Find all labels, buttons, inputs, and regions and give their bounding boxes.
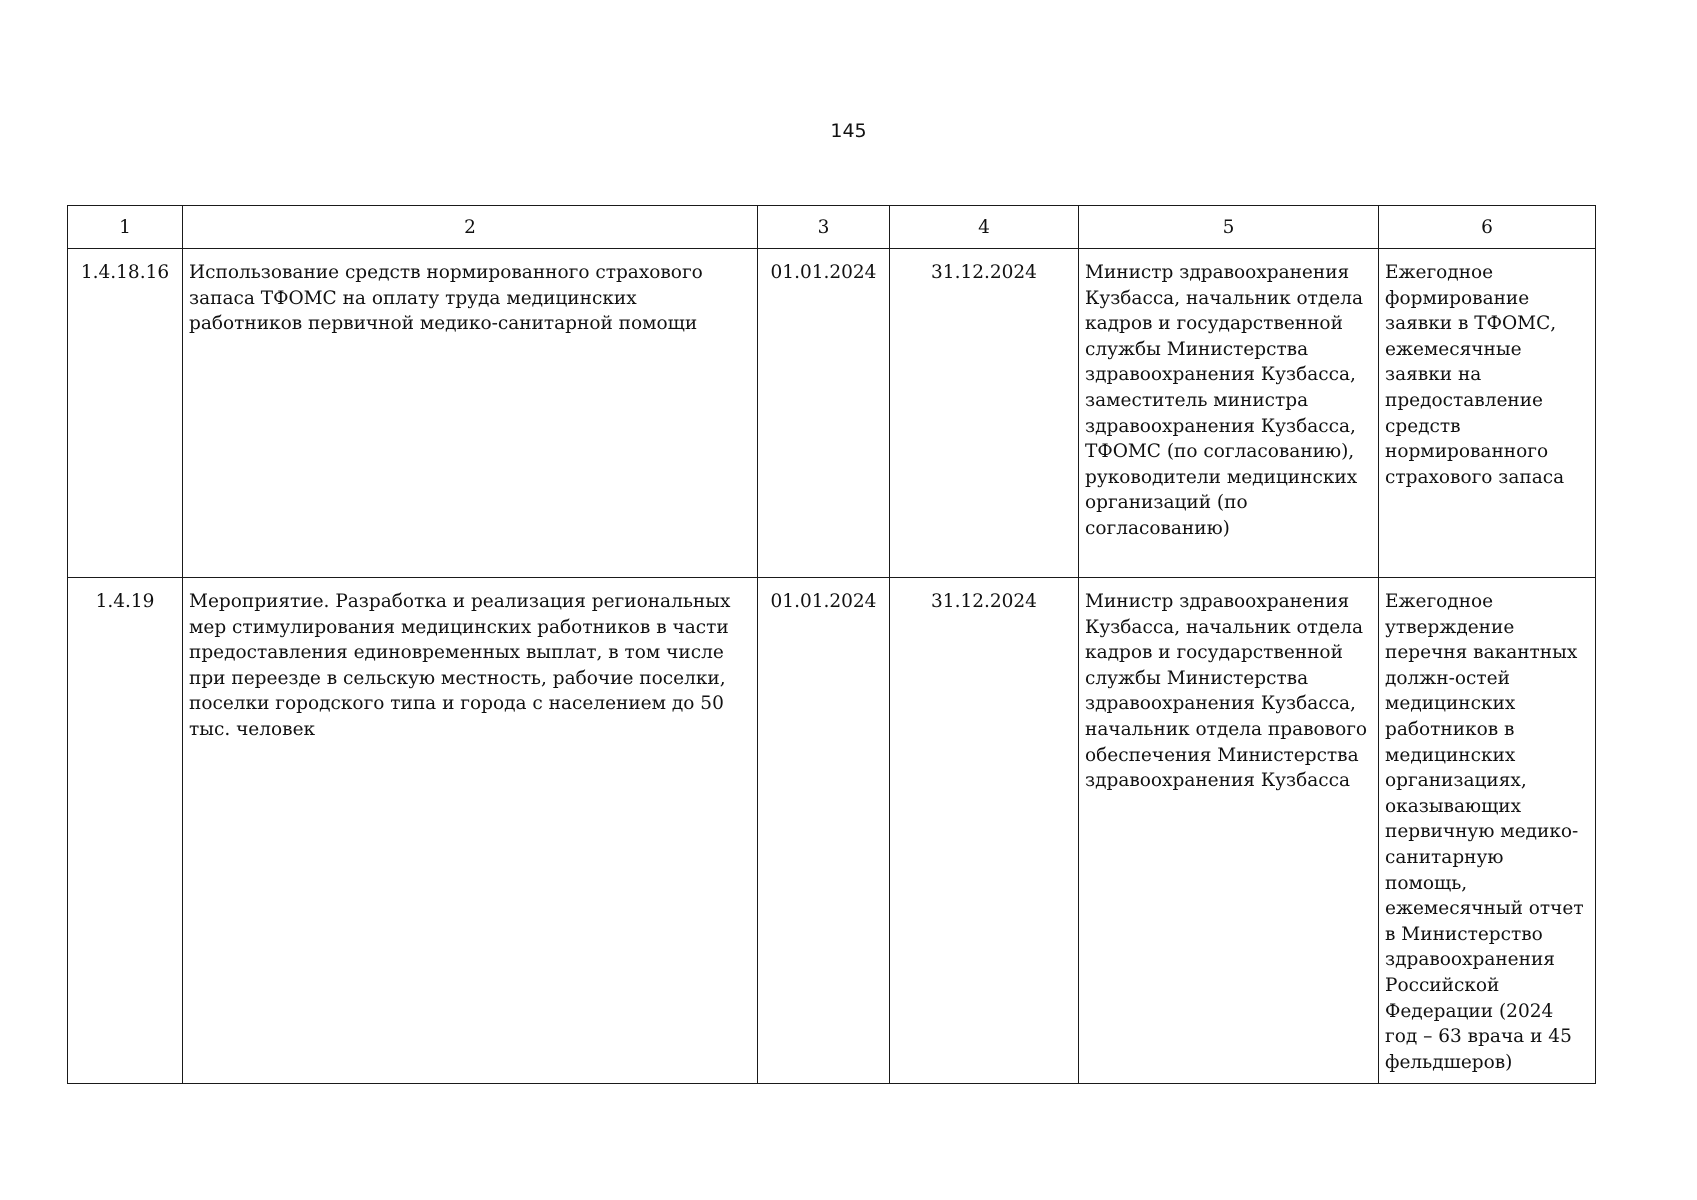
- table-header-row: [68, 206, 1596, 249]
- row-measure-name: Использование средств нормированного страхового запаса ТФОМС на оплату труда медицинских работников первичной медико-санитарной помощи: [183, 249, 758, 578]
- row-responsible: Министр здравоохранения Кузбасса, начальник отдела кадров и государственной службы Министерства здравоохранения Кузбасса, заместитель министра здравоохранения Кузбасса, ТФОМС (по согласованию), руководители медицинских организаций (по согласованию): [1079, 249, 1379, 578]
- row-result: Ежегодное утверждение перечня вакантных должн-остей медицинских работников в медицинских организациях, оказывающих первичную медико-санитарную помощь, ежемесячный отчет в Министерство здравоохранения Российской Федерации (2024 год – 63 врача и 45 фельдшеров): [1379, 578, 1596, 1084]
- row-measure-name: Мероприятие. Разработка и реализация региональных мер стимулирования медицинских работников в части предоставления единовременных выплат, в том числе при переезде в сельскую местность, рабочие поселки, поселки городского типа и города с населением до 50 тыс. человек: [183, 578, 758, 1084]
- row-start-date: 01.01.2024: [758, 249, 890, 578]
- header-cell-1: 1: [68, 206, 183, 249]
- row-code: 1.4.19: [68, 578, 183, 1084]
- header-cell-5: 5: [1079, 206, 1379, 249]
- table-row: [68, 249, 1596, 578]
- header-cell-2: 2: [183, 206, 758, 249]
- row-end-date: 31.12.2024: [890, 578, 1079, 1084]
- row-result: Ежегодное формирование заявки в ТФОМС, ежемесячные заявки на предоставление средств нормированного страхового запаса: [1379, 249, 1596, 578]
- row-responsible: Министр здравоохранения Кузбасса, начальник отдела кадров и государственной службы Министерства здравоохранения Кузбасса, начальник отдела правового обеспечения Министерства здравоохранения Кузбасса: [1079, 578, 1379, 1084]
- header-cell-6: 6: [1379, 206, 1596, 249]
- page-number: 145: [830, 120, 867, 142]
- header-cell-3: 3: [758, 206, 890, 249]
- header-cell-4: 4: [890, 206, 1079, 249]
- row-start-date: 01.01.2024: [758, 578, 890, 1084]
- row-end-date: 31.12.2024: [890, 249, 1079, 578]
- measures-table: [67, 205, 1596, 1084]
- row-code: 1.4.18.16: [68, 249, 183, 578]
- table-row: [68, 578, 1596, 1084]
